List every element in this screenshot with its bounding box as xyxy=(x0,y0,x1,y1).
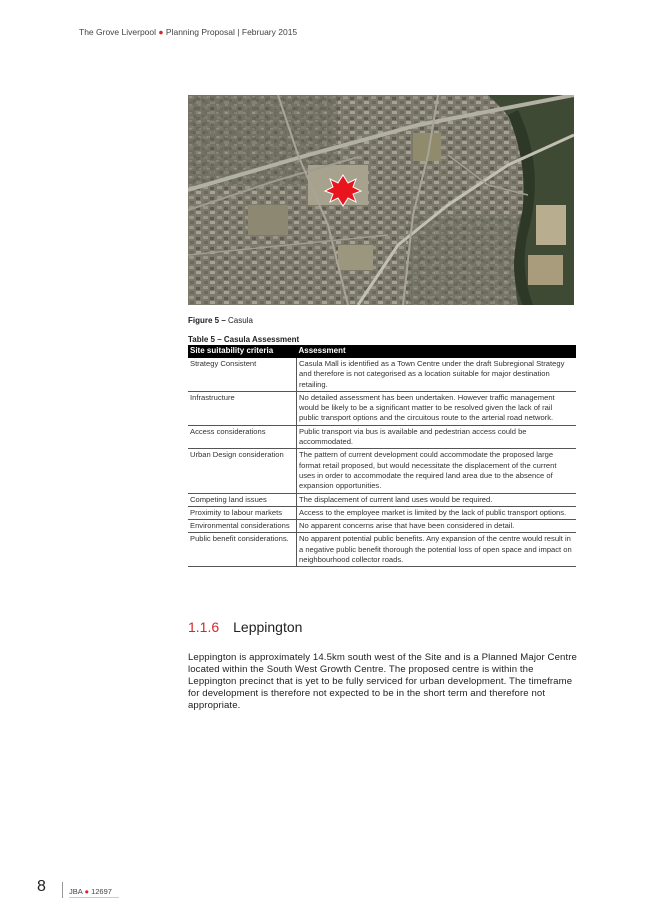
aerial-photo-casula xyxy=(188,95,574,305)
figure-label: Figure 5 – xyxy=(188,316,226,325)
site-marker-icon xyxy=(325,175,361,206)
aerial-map-graphic xyxy=(188,95,574,305)
table-row xyxy=(188,358,576,391)
page-number: 8 xyxy=(37,878,46,895)
figure-caption-text: Casula xyxy=(228,316,253,325)
table-row xyxy=(188,506,576,519)
header-document: Planning Proposal xyxy=(165,27,235,37)
header-separator: ● xyxy=(158,27,164,37)
criteria-cell: Urban Design consideration xyxy=(188,449,297,493)
table-row xyxy=(188,449,576,493)
assessment-cell: The pattern of current development could accommodate the proposed large format retail proposed, but would necessitate the displacement of the current uses in order to accommodate the required land area due to the absence of expansion opportunities. xyxy=(297,449,577,493)
criteria-cell: Environmental considerations xyxy=(188,520,297,533)
footer-reference xyxy=(69,887,112,896)
section-body-paragraph: Leppington is approximately 14.5km south west of the Site and is a Planned Major Centre located within the South West Growth Centre. The proposed centre is within the Leppington precinct that is yet to be fully serviced for urban development. The timeframe for development is therefore not expected to be in the short term and therefore not appropriate. xyxy=(188,651,577,712)
assessment-cell: The displacement of current land uses would be required. xyxy=(297,493,577,506)
section-title: Leppington xyxy=(233,619,303,635)
criteria-cell: Proximity to labour markets xyxy=(188,506,297,519)
table-header-row xyxy=(188,345,576,358)
assessment-cell: Access to the employee market is limited by the lack of public transport options. xyxy=(297,506,577,519)
criteria-cell: Competing land issues xyxy=(188,493,297,506)
header-divider: | xyxy=(237,27,240,37)
footer-firm: JBA xyxy=(69,887,83,896)
table-row xyxy=(188,391,576,425)
criteria-cell: Strategy Consistent xyxy=(188,358,297,391)
criteria-cell: Infrastructure xyxy=(188,391,297,425)
assessment-cell: No apparent concerns arise that have been considered in detail. xyxy=(297,520,577,533)
criteria-cell: Public benefit considerations. xyxy=(188,533,297,567)
footer-separator: ● xyxy=(84,887,89,896)
assessment-cell: Public transport via bus is available and pedestrian access could be accommodated. xyxy=(297,425,577,449)
footer-divider xyxy=(62,882,63,898)
table-caption: Table 5 – Casula Assessment xyxy=(188,335,300,344)
header-assessment: Assessment xyxy=(297,345,577,358)
assessment-cell: No apparent potential public benefits. Any expansion of the centre would result in a negative public benefit thorough the potential loss of open space and impact on neighbourhood collector roads. xyxy=(297,533,577,567)
header-criteria: Site suitability criteria xyxy=(188,345,297,358)
criteria-cell: Access considerations xyxy=(188,425,297,449)
footer-job: 12697 xyxy=(91,887,112,896)
table-row xyxy=(188,493,576,506)
section-heading xyxy=(188,619,302,635)
running-header xyxy=(79,27,297,37)
header-project: The Grove Liverpool xyxy=(79,27,157,37)
table-row xyxy=(188,520,576,533)
assessment-cell: No detailed assessment has been undertaken. However traffic management would be likely to be a significant matter to be resolved given the lack of rail public transport options and the circuitous route to the arterial road network. xyxy=(297,391,577,425)
casula-assessment-table xyxy=(188,345,576,567)
table-row xyxy=(188,425,576,449)
footer-underline xyxy=(69,897,119,898)
section-number: 1.1.6 xyxy=(188,619,220,635)
table-row xyxy=(188,533,576,567)
header-date: February 2015 xyxy=(241,27,298,37)
figure-caption xyxy=(188,316,253,325)
assessment-cell: Casula Mall is identified as a Town Centre under the draft Subregional Strategy and therefore is not categorised as a location suitable for major destination retailing. xyxy=(297,358,577,391)
